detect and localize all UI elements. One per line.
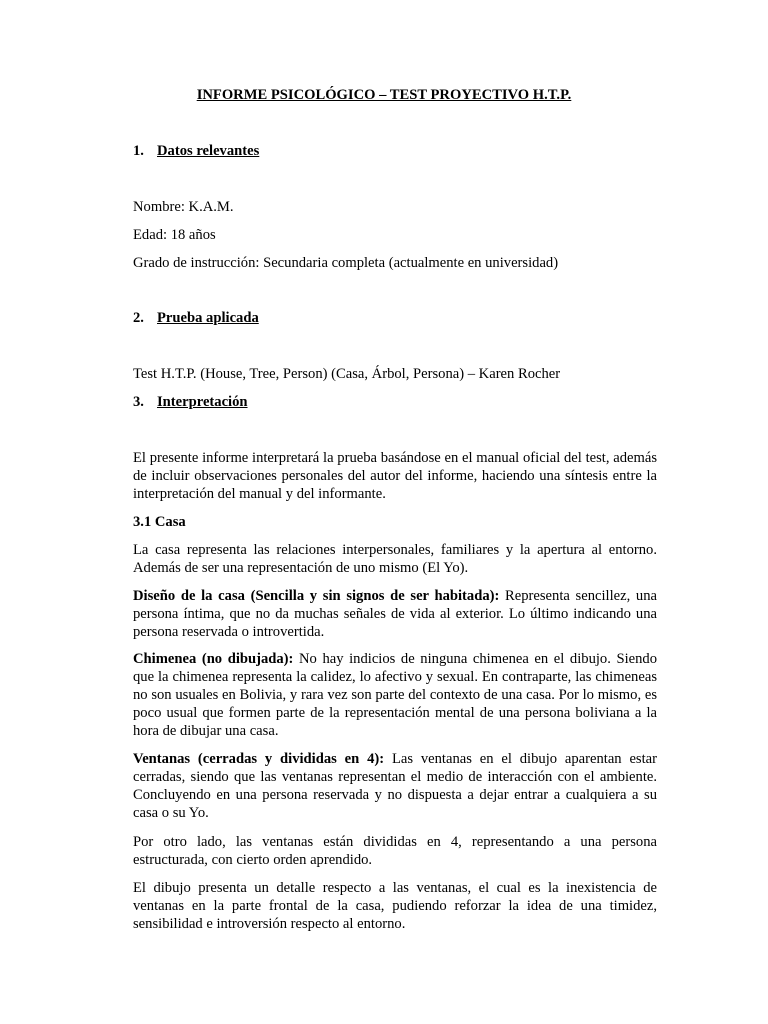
ventanas-paragraph [133,750,657,822]
detalle-paragraph: El dibujo presenta un detalle respecto a las ventanas, el cual es la inexistencia de ventanas en la parte frontal de la casa, pudiendo reforzar la idea de una timidez, sensibilidad e introversión respecto al entorno. [133,880,657,932]
section-number: 1. [133,143,144,159]
section-number: 3. [133,394,144,410]
section-heading-prueba [133,309,657,327]
section-heading-interpretacion [133,393,657,411]
chimenea-paragraph [133,650,657,740]
edad-line: Edad: 18 años [133,227,216,243]
chimenea-label: Chimenea (no dibujada): [133,651,294,667]
section-label: Datos relevantes [157,143,260,159]
diseno-text: Representa sencillez, una persona íntima, que no da muchas señales de vida al exterior. Lo último indicando una persona reservada o introvertida. [133,588,658,640]
section-heading-datos [133,142,657,160]
chimenea-text: No hay indicios de ninguna chimenea en el dibujo. Siendo que la chimenea representa la calidez, lo afectivo y sexual. En contraparte, las chimeneas no son usuales en Bolivia, y rara vez son parte del contexto de una casa. Por lo mismo, es poco usual que formen parte de la representación mental de una persona boliviana a la hora de dibujar una casa. [133,651,658,739]
ventanas-label: Ventanas (cerradas y divididas en 4): [133,751,385,767]
diseno-label: Diseño de la casa (Sencilla y sin signos de ser habitada): [133,588,500,604]
grado-line: Grado de instrucción: Secundaria completa (actualmente en universidad) [133,255,559,271]
intro-paragraph: El presente informe interpretará la prueba basándose en el manual oficial del test, además de incluir observaciones personales del autor del informe, haciendo una síntesis entre la interpretación del manual y del informante. [133,450,657,502]
section-label: Interpretación [157,394,248,410]
section-label: Prueba aplicada [157,310,259,326]
casa-paragraph: La casa representa las relaciones interpersonales, familiares y la apertura al entorno. Además de ser una representación de uno mismo (El Yo). [133,542,657,576]
prueba-line: Test H.T.P. (House, Tree, Person) (Casa, Árbol, Persona) – Karen Rocher [133,366,561,382]
nombre-line: Nombre: K.A.M. [133,199,234,215]
document-title: INFORME PSICOLÓGICO – TEST PROYECTIVO H.T.P. [196,87,572,103]
section-number: 2. [133,310,144,326]
subsection-heading-casa: 3.1 Casa [133,514,186,530]
otro-lado-paragraph: Por otro lado, las ventanas están divididas en 4, representando a una persona estructurada, con cierto orden aprendido. [133,834,657,868]
diseno-paragraph [133,587,657,641]
ventanas-text: Las ventanas en el dibujo aparentan estar cerradas, siendo que las ventanas representan el medio de interacción con el ambiente. Concluyendo en una persona reservada y no dispuesta a dejar entrar a cualquiera a su casa o su Yo. [133,751,657,821]
